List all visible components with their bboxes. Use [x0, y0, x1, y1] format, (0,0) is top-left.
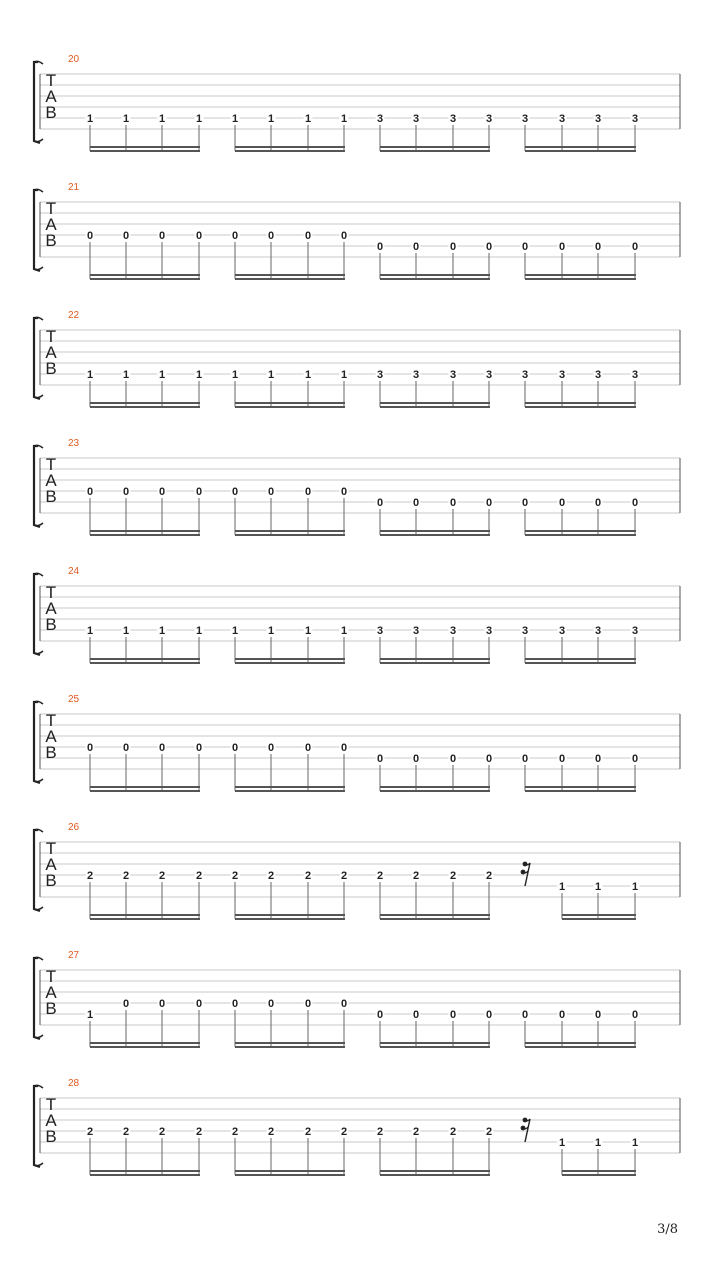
- fret-number: 1: [158, 113, 166, 125]
- fret-number: 0: [449, 497, 457, 509]
- measure-number: 28: [68, 1078, 80, 1089]
- measure-number: 27: [68, 950, 80, 961]
- system-bracket: [34, 574, 40, 655]
- system-bracket: [34, 62, 40, 143]
- fret-number: 0: [412, 497, 420, 509]
- fret-number: 3: [521, 369, 529, 381]
- beam: [235, 1174, 345, 1176]
- fret-number: 2: [449, 1126, 457, 1138]
- beam: [525, 1042, 636, 1044]
- beam: [90, 150, 200, 152]
- fret-number: 3: [521, 625, 529, 637]
- beam: [235, 150, 345, 152]
- fret-number: 3: [558, 625, 566, 637]
- beam: [380, 406, 490, 408]
- fret-number: 2: [158, 1126, 166, 1138]
- fret-number: 0: [558, 1009, 566, 1021]
- beam: [235, 914, 345, 916]
- fret-number: 3: [376, 113, 384, 125]
- fret-number: 0: [594, 497, 602, 509]
- tab-clef-letter: B: [45, 359, 57, 378]
- tab-system: [34, 54, 680, 152]
- beam: [235, 1046, 345, 1048]
- beam: [380, 274, 490, 276]
- fret-number: 0: [158, 742, 166, 754]
- beam: [235, 786, 345, 788]
- fret-number: 2: [376, 1126, 384, 1138]
- system-bracket: [34, 958, 40, 1039]
- beam: [235, 406, 345, 408]
- beam: [235, 146, 345, 148]
- fret-number: 2: [412, 1126, 420, 1138]
- fret-number: 0: [122, 742, 130, 754]
- beam: [90, 278, 200, 280]
- fret-number: 0: [231, 742, 239, 754]
- fret-number: 2: [340, 870, 348, 882]
- beam: [380, 918, 490, 920]
- fret-number: 0: [340, 742, 348, 754]
- beam: [380, 402, 490, 404]
- fret-number: 0: [267, 486, 275, 498]
- beam: [90, 1174, 200, 1176]
- fret-number: 1: [631, 881, 639, 893]
- tab-clef-letter: T: [45, 967, 57, 986]
- fret-number: 2: [231, 1126, 239, 1138]
- fret-number: 0: [231, 230, 239, 242]
- beam: [380, 146, 490, 148]
- fret-number: 0: [86, 486, 94, 498]
- fret-number: 1: [340, 113, 348, 125]
- fret-number: 1: [122, 625, 130, 637]
- tab-system: [34, 822, 680, 920]
- beam: [525, 278, 636, 280]
- beam: [90, 402, 200, 404]
- fret-number: 0: [231, 486, 239, 498]
- fret-number: 3: [449, 625, 457, 637]
- sixteenth-rest-icon: [521, 862, 530, 886]
- beam: [525, 530, 636, 532]
- fret-number: 0: [304, 742, 312, 754]
- fret-number: 0: [86, 742, 94, 754]
- fret-number: 0: [267, 742, 275, 754]
- tab-clef-letter: T: [45, 71, 57, 90]
- fret-number: 0: [412, 1009, 420, 1021]
- tab-system: [34, 950, 680, 1048]
- tab-clef-letter: T: [45, 839, 57, 858]
- beam: [90, 658, 200, 660]
- measure-number: 20: [68, 54, 80, 65]
- beam: [90, 914, 200, 916]
- tab-clef-letter: A: [45, 471, 57, 490]
- beam: [235, 658, 345, 660]
- fret-number: 3: [485, 369, 493, 381]
- fret-number: 0: [304, 998, 312, 1010]
- fret-number: 3: [594, 625, 602, 637]
- fret-number: 2: [304, 870, 312, 882]
- fret-number: 2: [86, 1126, 94, 1138]
- fret-number: 0: [267, 230, 275, 242]
- beam: [235, 278, 345, 280]
- beam: [90, 790, 200, 792]
- fret-number: 2: [485, 870, 493, 882]
- fret-number: 1: [122, 113, 130, 125]
- fret-number: 0: [340, 486, 348, 498]
- fret-number: 0: [412, 241, 420, 253]
- beam: [235, 790, 345, 792]
- beam: [380, 786, 490, 788]
- beam: [380, 658, 490, 660]
- beam: [90, 274, 200, 276]
- tab-system: [34, 694, 680, 792]
- fret-number: 1: [86, 369, 94, 381]
- beam: [525, 1046, 636, 1048]
- beam: [90, 1042, 200, 1044]
- tab-system: [34, 1078, 680, 1176]
- fret-number: 3: [376, 625, 384, 637]
- fret-number: 3: [558, 369, 566, 381]
- beam: [235, 662, 345, 664]
- fret-number: 0: [376, 497, 384, 509]
- fret-number: 0: [376, 753, 384, 765]
- fret-number: 2: [195, 1126, 203, 1138]
- fret-number: 0: [376, 1009, 384, 1021]
- beam: [90, 662, 200, 664]
- tab-clef-letter: B: [45, 1127, 57, 1146]
- fret-number: 2: [340, 1126, 348, 1138]
- beam: [525, 658, 636, 660]
- fret-number: 2: [485, 1126, 493, 1138]
- fret-number: 0: [521, 1009, 529, 1021]
- tab-system: [34, 566, 680, 664]
- beam: [380, 1042, 490, 1044]
- fret-number: 0: [195, 998, 203, 1010]
- fret-number: 3: [376, 369, 384, 381]
- beam: [525, 786, 636, 788]
- tab-clef-letter: A: [45, 1111, 57, 1130]
- beam: [525, 150, 636, 152]
- tab-system: [34, 310, 680, 408]
- tab-clef-letter: A: [45, 87, 57, 106]
- tab-clef-letter: T: [45, 327, 57, 346]
- beam: [562, 1174, 636, 1176]
- sixteenth-rest-icon: [521, 1118, 530, 1142]
- fret-number: 3: [485, 625, 493, 637]
- measure-number: 24: [68, 566, 80, 577]
- beam: [380, 914, 490, 916]
- tab-clef-letter: B: [45, 615, 57, 634]
- fret-number: 0: [449, 241, 457, 253]
- fret-number: 0: [631, 1009, 639, 1021]
- tab-clef-letter: B: [45, 231, 57, 250]
- beam: [235, 274, 345, 276]
- beam: [90, 1046, 200, 1048]
- fret-number: 1: [231, 625, 239, 637]
- fret-number: 1: [267, 625, 275, 637]
- system-bracket: [34, 830, 40, 911]
- system-bracket: [34, 1086, 40, 1167]
- beam: [380, 150, 490, 152]
- tab-clef-letter: A: [45, 983, 57, 1002]
- fret-number: 0: [376, 241, 384, 253]
- fret-number: 2: [231, 870, 239, 882]
- fret-number: 1: [594, 1137, 602, 1149]
- fret-number: 0: [231, 998, 239, 1010]
- fret-number: 1: [231, 369, 239, 381]
- fret-number: 0: [340, 998, 348, 1010]
- fret-number: 2: [304, 1126, 312, 1138]
- fret-number: 0: [594, 1009, 602, 1021]
- fret-number: 1: [231, 113, 239, 125]
- fret-number: 1: [631, 1137, 639, 1149]
- fret-number: 0: [195, 230, 203, 242]
- beam: [380, 278, 490, 280]
- fret-number: 0: [485, 1009, 493, 1021]
- beam: [525, 402, 636, 404]
- tab-clef-letter: T: [45, 199, 57, 218]
- tab-clef-letter: A: [45, 215, 57, 234]
- fret-number: 2: [267, 1126, 275, 1138]
- fret-number: 1: [158, 625, 166, 637]
- fret-number: 1: [195, 625, 203, 637]
- fret-number: 0: [485, 497, 493, 509]
- beam: [235, 1170, 345, 1172]
- tab-clef-letter: T: [45, 1095, 57, 1114]
- measure-number: 22: [68, 310, 80, 321]
- tab-clef-letter: B: [45, 743, 57, 762]
- beam: [525, 662, 636, 664]
- tab-system: [34, 182, 680, 280]
- measure-number: 21: [68, 182, 80, 193]
- fret-number: 3: [485, 113, 493, 125]
- fret-number: 0: [558, 753, 566, 765]
- fret-number: 3: [521, 113, 529, 125]
- fret-number: 1: [594, 881, 602, 893]
- fret-number: 0: [304, 486, 312, 498]
- fret-number: 3: [558, 113, 566, 125]
- beam: [562, 914, 636, 916]
- beam: [380, 530, 490, 532]
- fret-number: 1: [558, 1137, 566, 1149]
- fret-number: 1: [558, 881, 566, 893]
- tab-clef-letter: T: [45, 583, 57, 602]
- beam: [90, 918, 200, 920]
- fret-number: 0: [521, 497, 529, 509]
- beam: [525, 790, 636, 792]
- fret-number: 3: [594, 369, 602, 381]
- fret-number: 0: [86, 230, 94, 242]
- beam: [380, 534, 490, 536]
- beam: [380, 1170, 490, 1172]
- beam: [90, 534, 200, 536]
- fret-number: 0: [122, 486, 130, 498]
- fret-number: 0: [122, 230, 130, 242]
- fret-number: 1: [267, 113, 275, 125]
- fret-number: 3: [594, 113, 602, 125]
- tab-clef-letter: B: [45, 103, 57, 122]
- fret-number: 0: [267, 998, 275, 1010]
- beam: [235, 402, 345, 404]
- measure-number: 26: [68, 822, 80, 833]
- tab-clef-letter: B: [45, 487, 57, 506]
- fret-number: 1: [86, 1009, 94, 1021]
- fret-number: 2: [195, 870, 203, 882]
- fret-number: 0: [485, 241, 493, 253]
- fret-number: 0: [594, 241, 602, 253]
- fret-number: 2: [122, 870, 130, 882]
- beam: [380, 662, 490, 664]
- fret-number: 0: [158, 230, 166, 242]
- system-bracket: [34, 318, 40, 399]
- beam: [562, 918, 636, 920]
- tab-clef-letter: B: [45, 871, 57, 890]
- tab-clef-letter: A: [45, 855, 57, 874]
- beam: [235, 534, 345, 536]
- fret-number: 3: [412, 113, 420, 125]
- fret-number: 0: [631, 241, 639, 253]
- fret-number: 0: [122, 998, 130, 1010]
- beam: [525, 406, 636, 408]
- fret-number: 0: [594, 753, 602, 765]
- fret-number: 1: [304, 369, 312, 381]
- fret-number: 2: [412, 870, 420, 882]
- tab-clef-letter: A: [45, 727, 57, 746]
- beam: [90, 530, 200, 532]
- tab-system: [34, 438, 680, 536]
- fret-number: 0: [412, 753, 420, 765]
- fret-number: 1: [340, 625, 348, 637]
- tab-clef-letter: B: [45, 999, 57, 1018]
- measure-number: 25: [68, 694, 80, 705]
- fret-number: 0: [558, 241, 566, 253]
- fret-number: 1: [340, 369, 348, 381]
- fret-number: 0: [449, 1009, 457, 1021]
- beam: [562, 1170, 636, 1172]
- fret-number: 0: [485, 753, 493, 765]
- fret-number: 1: [195, 369, 203, 381]
- fret-number: 2: [122, 1126, 130, 1138]
- fret-number: 0: [631, 753, 639, 765]
- fret-number: 3: [412, 369, 420, 381]
- page-number: 3/8: [657, 1222, 678, 1237]
- beam: [90, 406, 200, 408]
- beam: [235, 530, 345, 532]
- beam: [525, 534, 636, 536]
- fret-number: 1: [122, 369, 130, 381]
- beam: [380, 1046, 490, 1048]
- fret-number: 0: [340, 230, 348, 242]
- fret-number: 3: [631, 625, 639, 637]
- fret-number: 1: [86, 625, 94, 637]
- system-bracket: [34, 446, 40, 527]
- beam: [235, 918, 345, 920]
- fret-number: 2: [158, 870, 166, 882]
- fret-number: 3: [412, 625, 420, 637]
- tab-clef-letter: T: [45, 711, 57, 730]
- fret-number: 1: [158, 369, 166, 381]
- fret-number: 0: [304, 230, 312, 242]
- fret-number: 1: [86, 113, 94, 125]
- system-bracket: [34, 702, 40, 783]
- tab-clef-letter: A: [45, 599, 57, 618]
- fret-number: 3: [631, 369, 639, 381]
- tab-clef-letter: A: [45, 343, 57, 362]
- fret-number: 0: [558, 497, 566, 509]
- fret-number: 3: [631, 113, 639, 125]
- fret-number: 0: [449, 753, 457, 765]
- fret-number: 0: [158, 998, 166, 1010]
- fret-number: 1: [267, 369, 275, 381]
- fret-number: 3: [449, 369, 457, 381]
- fret-number: 1: [304, 113, 312, 125]
- beam: [525, 274, 636, 276]
- tab-clef-letter: T: [45, 455, 57, 474]
- beam: [90, 786, 200, 788]
- beam: [525, 146, 636, 148]
- beam: [380, 790, 490, 792]
- fret-number: 2: [376, 870, 384, 882]
- fret-number: 0: [195, 486, 203, 498]
- beam: [235, 1042, 345, 1044]
- measure-number: 23: [68, 438, 80, 449]
- beam: [380, 1174, 490, 1176]
- fret-number: 0: [521, 753, 529, 765]
- fret-number: 0: [521, 241, 529, 253]
- fret-number: 0: [195, 742, 203, 754]
- system-bracket: [34, 190, 40, 271]
- fret-number: 2: [449, 870, 457, 882]
- fret-number: 2: [267, 870, 275, 882]
- fret-number: 1: [195, 113, 203, 125]
- beam: [90, 146, 200, 148]
- fret-number: 1: [304, 625, 312, 637]
- fret-number: 3: [449, 113, 457, 125]
- fret-number: 0: [631, 497, 639, 509]
- fret-number: 2: [86, 870, 94, 882]
- beam: [90, 1170, 200, 1172]
- fret-number: 0: [158, 486, 166, 498]
